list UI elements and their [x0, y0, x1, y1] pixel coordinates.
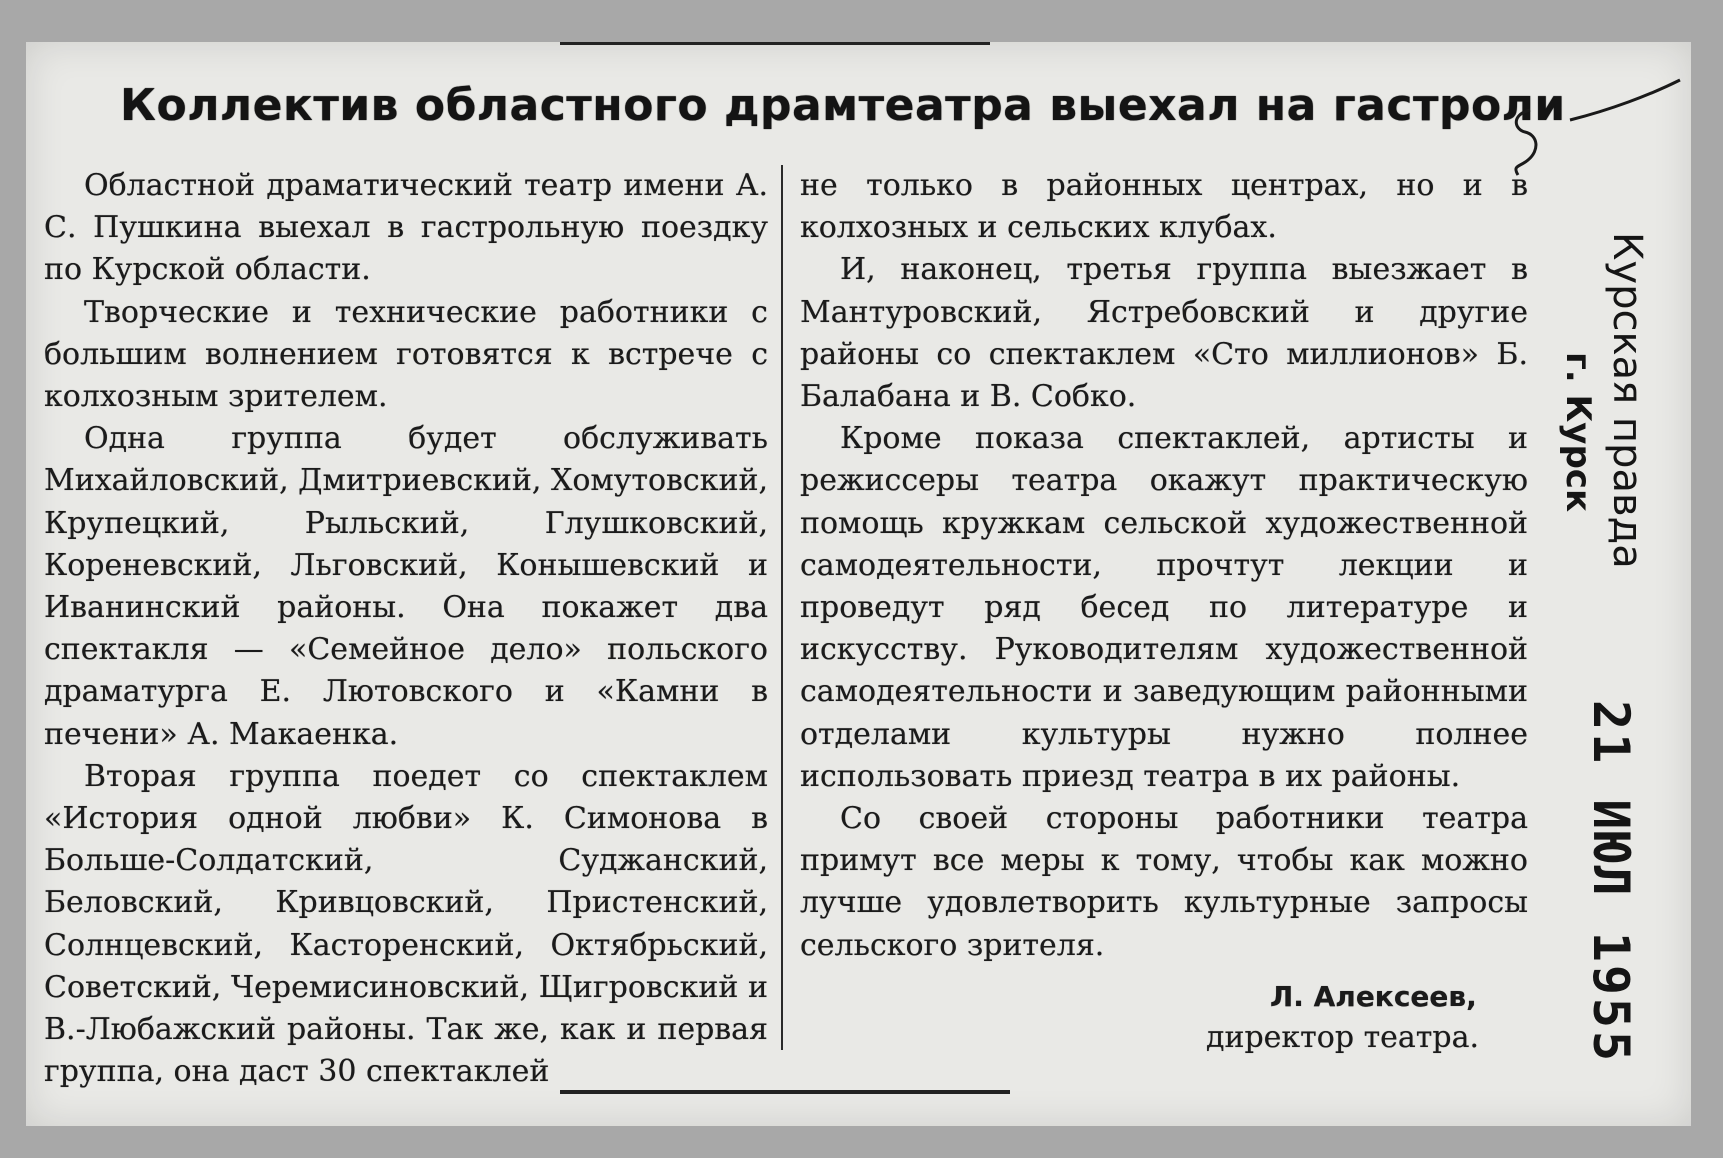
- right-column: [800, 165, 1528, 967]
- date-stamp: 21 ИЮЛ 1955: [1582, 700, 1640, 1065]
- signature-name: Л. Алексеев,: [1270, 980, 1477, 1013]
- paragraph: Творческие и технические работники с большим волнением готовятся к встрече с колхозным зрителем.: [44, 294, 768, 415]
- top-rule: [560, 42, 990, 45]
- paragraph: Одна группа будет обслуживать Михайловский, Дмитриевский, Хомутовский, Крупецкий, Рыльский, Глушковский, Кореневский, Льговский, Конышевский и Иванинский районы. Она покажет два спектакля — «Семейное дело» польского драматурга Е. Лютовского и «Камни в печени» А. Макаенка.: [44, 421, 768, 752]
- left-column: [44, 165, 768, 1093]
- column-divider: [781, 165, 783, 1050]
- bottom-rule: [560, 1090, 1010, 1094]
- paragraph: не только в районных центрах, но и в колхозных и сельских клубах.: [800, 168, 1528, 246]
- signature-title: директор театра.: [1206, 1020, 1480, 1055]
- paragraph: И, наконец, третья группа выезжает в Мантуровский, Ястребовский и другие районы со спектаклем «Сто миллионов» Б. Балабана и В. Собко.: [800, 252, 1528, 415]
- city-stamp: г. Курск: [1558, 352, 1598, 513]
- paragraph: Областной драматический театр имени А. С. Пушкина выехал в гастрольную поездку по Курской области.: [44, 168, 768, 288]
- newspaper-name-stamp: Курская правда: [1604, 232, 1650, 569]
- paragraph: Со своей стороны работники театра примут все меры к тому, чтобы как можно лучше удовлетворить культурные запросы сельского зрителя.: [800, 801, 1528, 963]
- pencil-mark-icon: [1490, 70, 1690, 190]
- article-headline: Коллектив областного драмтеатра выехал на гастроли: [120, 80, 1566, 131]
- paragraph: Вторая группа поедет со спектаклем «История одной любви» К. Симонова в Больше-Солдатский, Суджанский, Беловский, Кривцовский, Пристенский, Солнцевский, Касторенский, Октябрьский, Советский, Черемисиновский, Щигровский и В.-Любажский районы. Так же, как и первая группа, она даст 30 спектаклей: [44, 758, 768, 1090]
- paragraph: Кроме показа спектаклей, артисты и режиссеры театра окажут практическую помощь кружкам сельской художественной самодеятельности, прочтут лекции и проведут ряд бесед по литературе и искусству. Руководителям художественной самодеятельности и заведующим районными отделами культуры нужно полнее использовать приезд театра в их районы.: [800, 421, 1528, 794]
